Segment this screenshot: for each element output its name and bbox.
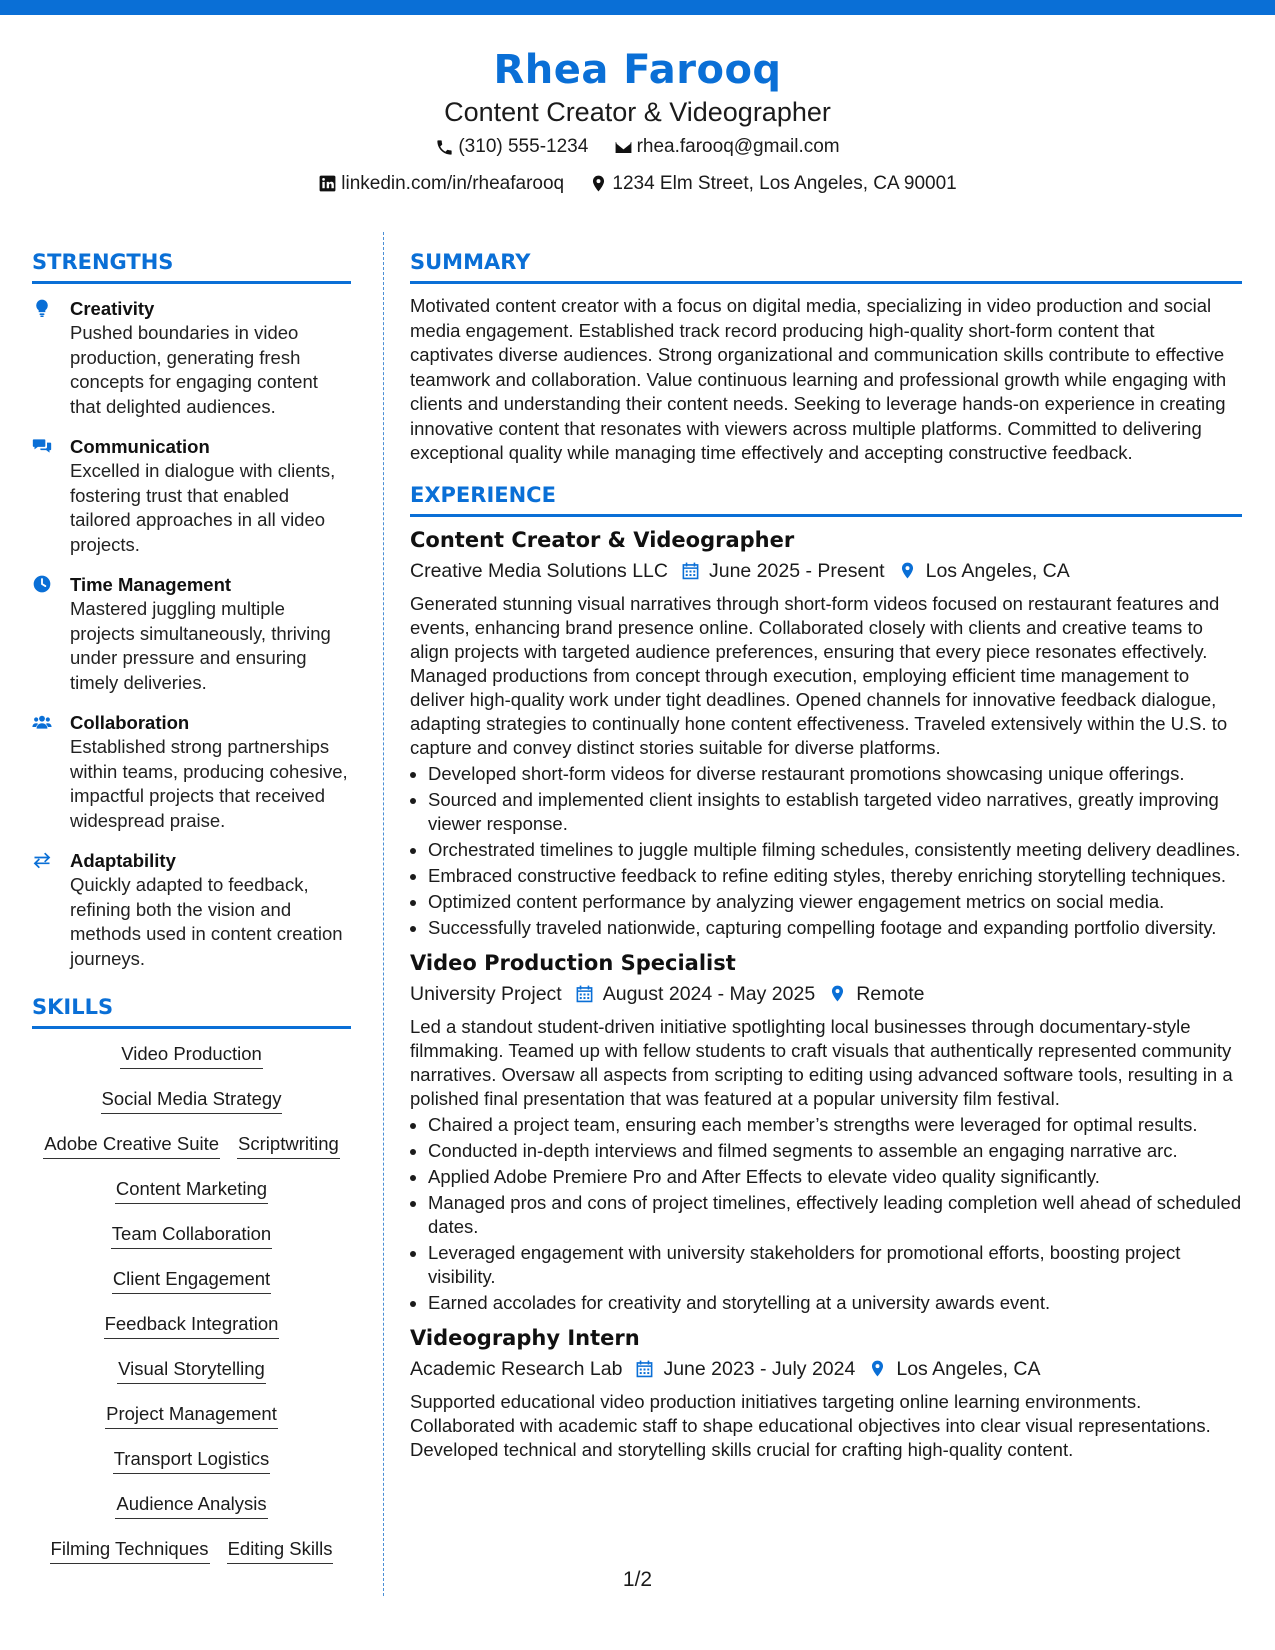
skill-row <box>32 1491 351 1536</box>
strength-item-time-management <box>32 572 351 695</box>
skill-row <box>32 1041 351 1086</box>
job-location: Remote <box>856 982 925 1005</box>
job-company: Creative Media Solutions LLC <box>410 559 668 582</box>
bullet-item: • Applied Adobe Premiere Pro and After Effects to elevate video quality significantly. <box>428 1165 1242 1189</box>
contact-row-2 <box>0 169 1275 204</box>
lightbulb-icon <box>32 298 52 318</box>
bullet-item: • Earned accolades for creativity and storytelling at a university awards event. <box>428 1291 1242 1315</box>
left-column <box>32 248 351 1581</box>
job-entry <box>410 1323 1242 1462</box>
skill-tag: Project Management <box>105 1401 278 1429</box>
skill-tag: Filming Techniques <box>50 1536 210 1564</box>
bullet-item: • Orchestrated timelines to juggle multiple filming schedules, consistently meeting delivery deadlines. <box>428 838 1242 862</box>
job-description: Supported educational video production initiatives targeting online learning environments. Collaborated with academic staff to shape educational objectives into clear visual representations. Developed technical and storytelling skills crucial for crafting high-quality content. <box>410 1390 1211 1460</box>
summary-heading: SUMMARY <box>410 248 1242 284</box>
experience-heading: EXPERIENCE <box>410 481 1242 517</box>
calendar-icon <box>635 1359 654 1378</box>
skill-tag: Editing Skills <box>227 1536 334 1564</box>
summary-text: Motivated content creator with a focus on digital media, specializing in video production and social media engagement. Established track record producing high-quality short-form content that captivates diverse audiences. Strong organizational and communication skills contribute to effective teamwork and collaboration. Value continuous learning and professional growth while engaging with clients and understanding their content needs. Seeking to leverage hands-on experience in creating innovative content that resonates with viewers across multiple platforms. Committed to delivering exceptional quality while managing time effectively and accepting constructive feedback. <box>410 295 1227 463</box>
map-pin-icon <box>828 984 847 1003</box>
job-dates: June 2023 - July 2024 <box>663 1357 856 1380</box>
strength-desc: Established strong partnerships within teams, producing cohesive, impactful projects that received widespread praise. <box>70 736 348 831</box>
skill-tag: Client Engagement <box>112 1266 271 1294</box>
job-meta <box>410 556 1242 586</box>
column-divider <box>383 232 384 1596</box>
skill-row <box>32 1356 351 1401</box>
users-icon <box>32 712 52 732</box>
bullet-item: • Conducted in-depth interviews and filmed segments to assemble an engaging narrative arc. <box>428 1139 1242 1163</box>
skill-row <box>32 1086 351 1131</box>
job-description: Generated stunning visual narratives through short-form videos focused on restaurant features and events, enhancing brand presence online. Collaborated closely with clients and creative teams to align projects with targeted audience preferences, ensuring that every piece resonates effectively. Managed productions from concept through execution, employing efficient time management to deliver high-quality work under tight deadlines. Opened channels for innovative feedback dialogue, adapting strategies to continually hone content effectiveness. Traveled extensively within the U.S. to capture and convey distinct stories suitable for diverse platforms. <box>410 592 1228 758</box>
skill-row <box>32 1266 351 1311</box>
skill-row <box>32 1401 351 1446</box>
top-accent-bar <box>0 0 1275 15</box>
job-location: Los Angeles, CA <box>925 559 1070 582</box>
email-contact[interactable] <box>614 132 840 162</box>
strengths-list <box>32 296 351 971</box>
strength-title: Communication <box>70 436 210 457</box>
strength-title: Adaptability <box>70 850 176 871</box>
phone-icon <box>435 138 454 157</box>
strength-item-collaboration <box>32 710 351 833</box>
map-pin-icon <box>868 1359 887 1378</box>
contact-row-1 <box>0 132 1275 167</box>
job-title: Videography Intern <box>410 1325 640 1350</box>
skill-tag: Audience Analysis <box>115 1491 267 1519</box>
strength-title: Creativity <box>70 298 155 319</box>
job-bullets <box>410 762 1242 940</box>
strength-desc: Excelled in dialogue with clients, fostering trust that enabled tailored approaches in all video projects. <box>70 460 336 555</box>
strengths-heading: STRENGTHS <box>32 248 351 284</box>
bullet-item: • Chaired a project team, ensuring each member’s strengths were leveraged for optimal results. <box>428 1113 1242 1137</box>
job-dates: June 2025 - Present <box>708 559 885 582</box>
bullet-item: • Sourced and implemented client insights to establish targeted video narratives, greatly improving viewer response. <box>428 788 1242 836</box>
strength-title: Collaboration <box>70 712 190 733</box>
job-meta <box>410 979 1242 1009</box>
job-dates: August 2024 - May 2025 <box>602 982 816 1005</box>
skill-tag: Visual Storytelling <box>117 1356 266 1384</box>
job-meta <box>410 1354 1242 1384</box>
bullet-item: • Leveraged engagement with university stakeholders for promotional efforts, boosting project visibility. <box>428 1241 1242 1289</box>
strength-item-creativity <box>32 296 351 419</box>
job-company: Academic Research Lab <box>410 1357 623 1380</box>
skill-row <box>32 1131 351 1176</box>
bullet-item: • Managed pros and cons of project timelines, effectively leading completion well ahead of scheduled dates. <box>428 1191 1242 1239</box>
job-entry <box>410 525 1242 940</box>
skill-row <box>32 1221 351 1266</box>
address-contact <box>589 169 956 199</box>
bullet-item: • Optimized content performance by analyzing viewer engagement metrics on social media. <box>428 890 1242 914</box>
bullet-item: • Successfully traveled nationwide, capturing compelling footage and expanding portfolio diversity. <box>428 916 1242 940</box>
job-title: Content Creator & Videographer <box>410 527 795 552</box>
skill-row <box>32 1311 351 1356</box>
linkedin-text[interactable]: linkedin.com/in/rheafarooq <box>341 172 565 194</box>
skill-tag: Social Media Strategy <box>101 1086 283 1114</box>
resume-header <box>0 44 1275 203</box>
bullet-item: • Developed short-form videos for diverse restaurant promotions showcasing unique offerings. <box>428 762 1242 786</box>
strength-desc: Quickly adapted to feedback, refining both the vision and methods used in content creation journeys. <box>70 874 343 969</box>
address-text: 1234 Elm Street, Los Angeles, CA 90001 <box>612 172 957 194</box>
bullet-item: • Embraced constructive feedback to refine editing styles, thereby enriching storytelling techniques. <box>428 864 1242 888</box>
map-pin-icon <box>898 561 917 580</box>
skill-tag: Content Marketing <box>115 1176 268 1204</box>
job-location: Los Angeles, CA <box>896 1357 1041 1380</box>
job-title: Video Production Specialist <box>410 950 736 975</box>
candidate-role: Content Creator & Videographer <box>444 97 831 127</box>
job-company: University Project <box>410 982 562 1005</box>
right-column <box>410 248 1242 1462</box>
skill-row <box>32 1446 351 1491</box>
strength-desc: Pushed boundaries in video production, generating fresh concepts for engaging content that delighted audiences. <box>70 322 318 417</box>
calendar-icon <box>575 984 594 1003</box>
strength-title: Time Management <box>70 574 232 595</box>
linkedin-icon <box>318 174 337 193</box>
skill-row <box>32 1176 351 1221</box>
job-description: Led a standout student-driven initiative spotlighting local businesses through documentary-style filmmaking. Teamed up with fellow students to craft visuals that authentically represented community narratives. Oversaw all aspects from scripting to editing using advanced software tools, resulting in a polished final presentation that was featured at a popular university film festival. <box>410 1015 1233 1109</box>
job-bullets <box>410 1113 1242 1315</box>
arrows-icon <box>32 850 52 870</box>
page-number: 1/2 <box>622 1568 653 1591</box>
skills-list <box>32 1041 351 1581</box>
map-pin-icon <box>589 174 608 193</box>
phone-contact <box>435 132 588 162</box>
envelope-icon <box>614 138 633 157</box>
skill-tag: Adobe Creative Suite <box>43 1131 220 1159</box>
email-text[interactable]: rhea.farooq@gmail.com <box>636 136 840 157</box>
phone-text: (310) 555-1234 <box>458 136 589 157</box>
strength-desc: Mastered juggling multiple projects simultaneously, thriving under pressure and ensuring timely deliveries. <box>70 598 331 693</box>
chat-icon <box>32 436 52 456</box>
skill-tag: Video Production <box>120 1041 263 1069</box>
skill-tag: Feedback Integration <box>104 1311 280 1339</box>
calendar-icon <box>681 561 700 580</box>
skill-tag: Team Collaboration <box>111 1221 272 1249</box>
skill-tag: Scriptwriting <box>237 1131 340 1159</box>
strength-item-adaptability <box>32 848 351 971</box>
skill-tag: Transport Logistics <box>113 1446 271 1474</box>
linkedin-contact[interactable] <box>318 169 564 199</box>
strength-item-communication <box>32 434 351 557</box>
clock-icon <box>32 574 52 594</box>
candidate-name: Rhea Farooq <box>493 47 782 93</box>
skills-heading: SKILLS <box>32 993 351 1029</box>
job-entry <box>410 948 1242 1315</box>
